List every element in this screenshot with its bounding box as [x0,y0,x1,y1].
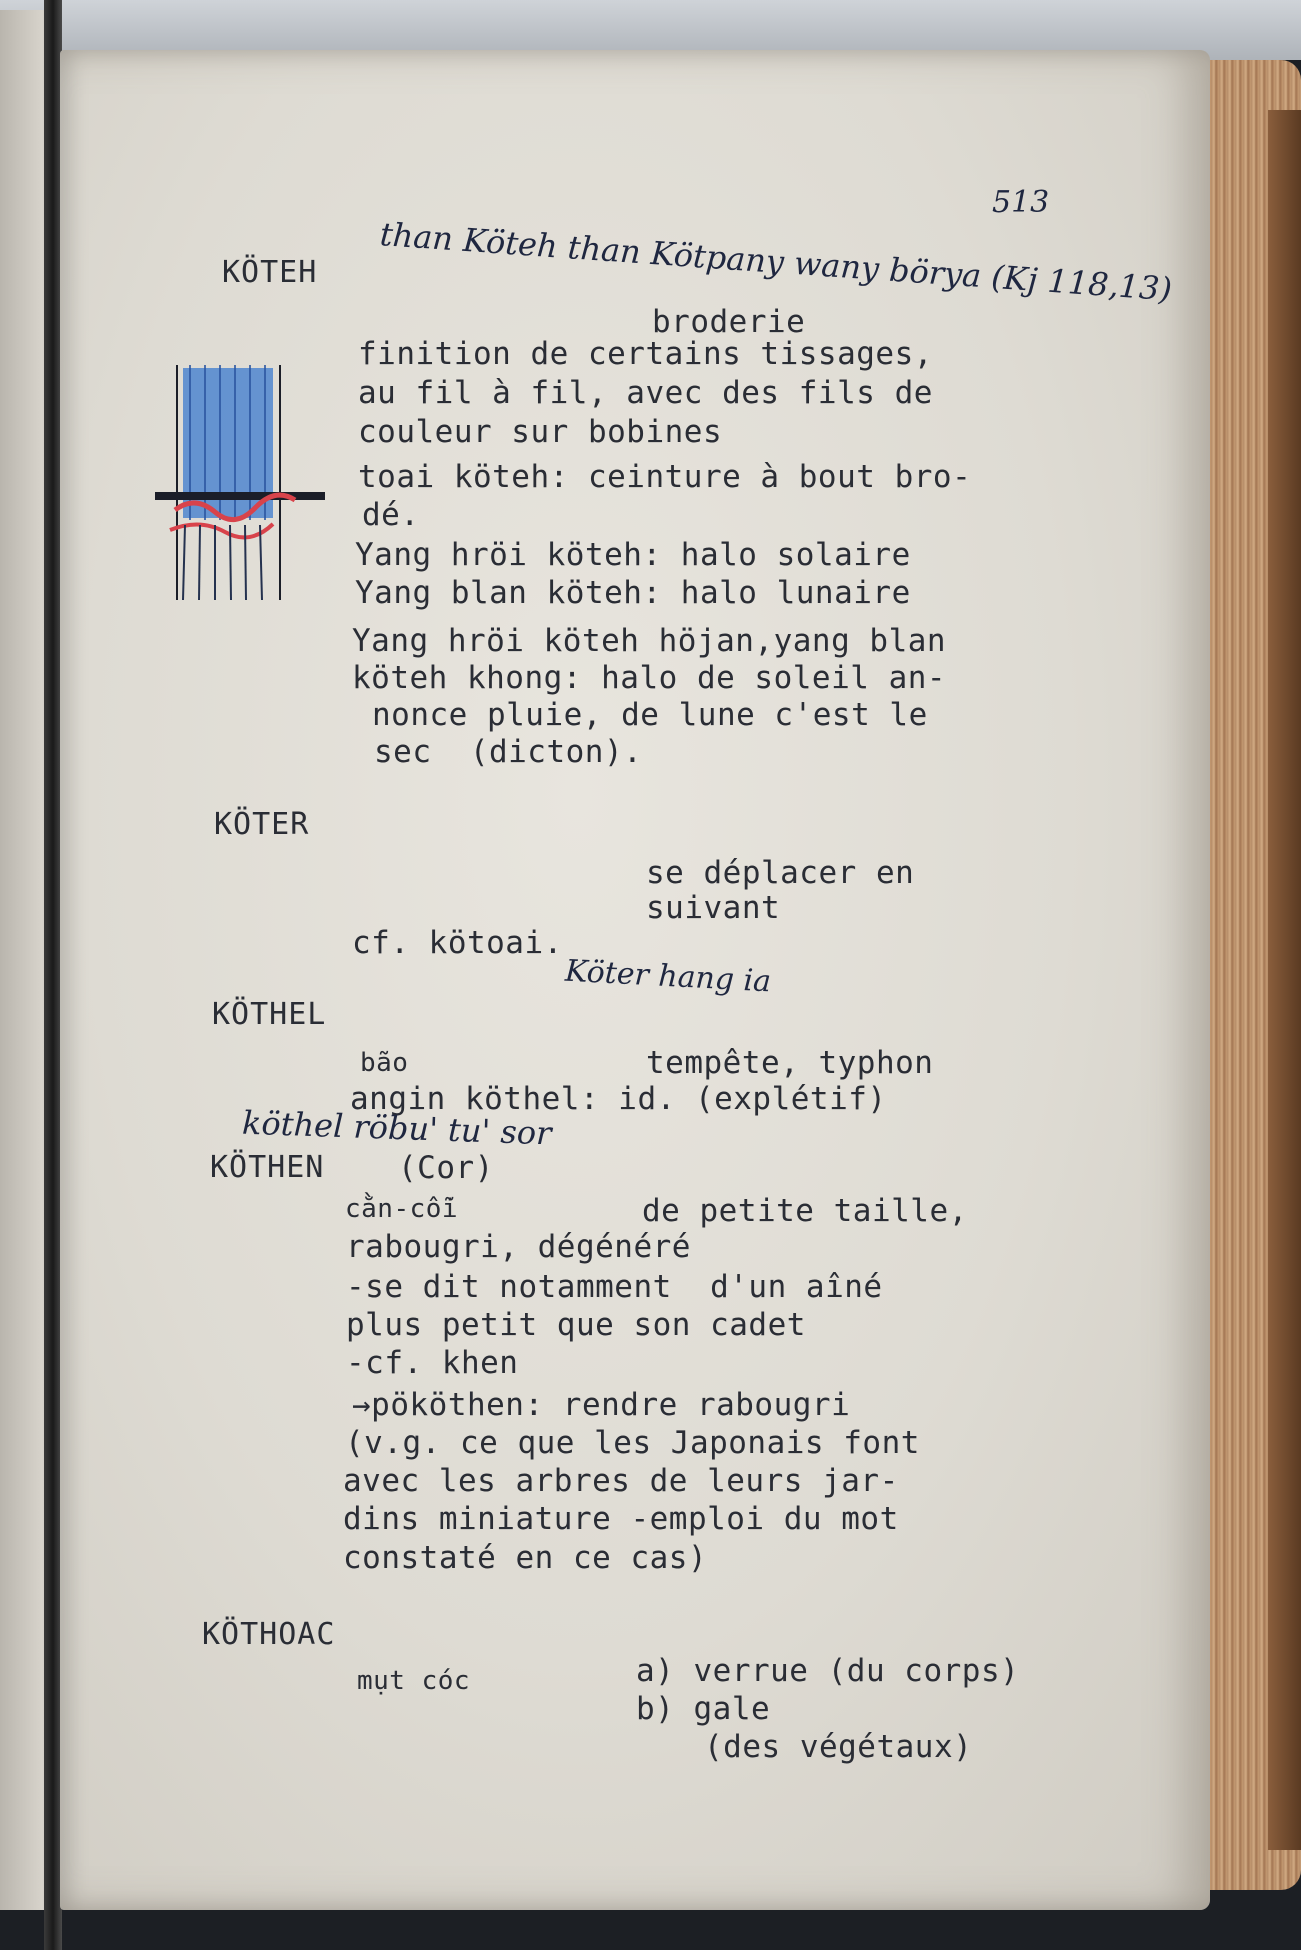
definition-line: -se dit notamment d'un aîné [346,1269,883,1305]
definition-line: toai köteh: ceinture à bout bro- [358,459,972,495]
headword-kothen: KÖTHEN [210,1150,325,1185]
definition-line: broderie [652,304,806,340]
definition-line: →pököthen: rendre rabougri [352,1387,851,1423]
definition-line: Yang hröi köteh: halo solaire [355,537,911,573]
definition-line: a) verrue (du corps) [636,1653,1020,1689]
headword-koteh: KÖTEH [222,255,318,290]
weaving-drawing [155,360,325,610]
koter-annotation: Köter hang ia [564,953,772,1000]
vietnamese-equivalent: bão [360,1048,409,1078]
definition-line: au fil à fil, avec des fils de [358,375,933,411]
definition-line: Yang blan köteh: halo lunaire [355,575,911,611]
page-stack-shadow [1268,110,1301,1850]
definition-line: avec les arbres de leurs jar- [343,1463,899,1499]
definition-line: de petite taille, [642,1193,968,1229]
definition-line: b) gale [636,1691,771,1727]
definition-line: finition de certains tissages, [358,336,933,372]
definition-line: rabougri, dégénéré [346,1229,691,1265]
definition-line: angin köthel: id. (explétif) [350,1081,887,1117]
definition-line: (des végétaux) [704,1729,973,1765]
page-number: 513 [992,185,1050,220]
headword-kothoac: KÖTHOAC [202,1617,336,1652]
definition-line: dins miniature -emploi du mot [343,1501,899,1537]
definition-line: dé. [362,497,420,533]
top-annotation: than Kö̈teh than Kötpany wany börya (Kj 118,13) [378,215,1174,309]
definition-line: Yang hröi köteh höjan,yang blan [352,623,947,659]
definition-line: sec (dicton). [374,734,643,770]
definition-line: köteh khong: halo de soleil an- [352,660,947,696]
headword-koter: KÖTER [214,807,310,842]
entry-tag: (Cor) [398,1150,494,1186]
definition-line: cf. kötoai. [352,925,563,961]
definition-line: suivant [646,890,781,926]
definition-line: tempête, typhon [646,1045,934,1081]
definition-line: couleur sur bobines [358,414,723,450]
headword-kothel: KÖTHEL [212,997,327,1032]
kothel-annotation: köthel röbu' tu' sor [241,1103,553,1153]
definition-line: nonce pluie, de lune c'est le [372,697,928,733]
definition-line: constaté en ce cas) [343,1540,708,1576]
definition-line: se déplacer en [646,855,915,891]
definition-line: plus petit que son cadet [346,1307,806,1343]
vietnamese-equivalent: cằn-cỗi [345,1194,459,1224]
vietnamese-equivalent: mụt cóc [357,1666,471,1696]
definition-line: (v.g. ce que les Japonais font [345,1425,920,1461]
definition-line: -cf. khen [346,1345,519,1381]
